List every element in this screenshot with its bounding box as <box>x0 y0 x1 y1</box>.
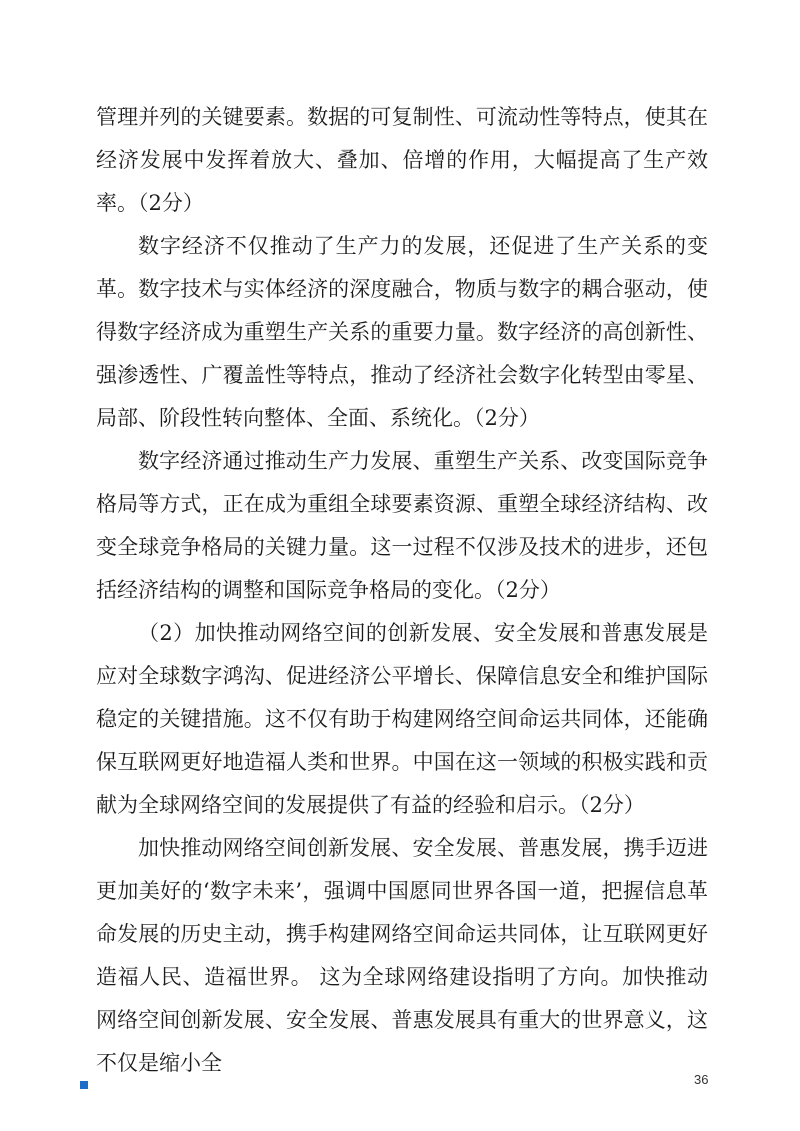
document-body <box>96 96 708 1085</box>
paragraph-cyberspace-development: （2）加快推动网络空间的创新发展、安全发展和普惠发展是应对全球数字鸿沟、促进经济公平增长、保障信息安全和维护国际稳定的关键措施。这不仅有助于构建网络空间命运共同体，还能确保互联网更好地造福人类和世界。中国在这一领域的积极实践和贡献为全球网络空间的发展提供了有益的经验和启示。（2分） <box>96 621 708 817</box>
page-number: 36 <box>694 1072 709 1087</box>
paragraph-global-competition: 数字经济通过推动生产力发展、重塑生产关系、改变国际竞争格局等方式，正在成为重组全球要素资源、重塑全球经济结构、改变全球竞争格局的关键力量。这一过程不仅涉及技术的进步，还包括经济结构的调整和国际竞争格局的变化。（2分） <box>96 449 708 602</box>
paragraph-digital-future: 加快推动网络空间创新发展、安全发展、普惠发展，携手迈进更加美好的‘数字未来’，强调中国愿同世界各国一道，把握信息革命发展的历史主动，携手构建网络空间命运共同体，让互联网更好造福人民、造福世界。 这为全球网络建设指明了方向。加快推动网络空间创新发展、安全发展、普惠发展具有重大的世界意义，这不仅是缩小全 <box>96 836 708 1075</box>
paragraph-continuation: 管理并列的关键要素。数据的可复制性、可流动性等特点，使其在经济发展中发挥着放大、叠加、倍增的作用，大幅提高了生产效率。（2分） <box>96 105 708 215</box>
paragraph-productivity: 数字经济不仅推动了生产力的发展，还促进了生产关系的变革。数字技术与实体经济的深度融合，物质与数字的耦合驱动，使得数字经济成为重塑生产关系的重要力量。数字经济的高创新性、强渗透性、广覆盖性等特点，推动了经济社会数字化转型由零星、局部、阶段性转向整体、全面、系统化。（2分） <box>96 234 708 430</box>
footer-square-marker <box>80 1081 88 1089</box>
